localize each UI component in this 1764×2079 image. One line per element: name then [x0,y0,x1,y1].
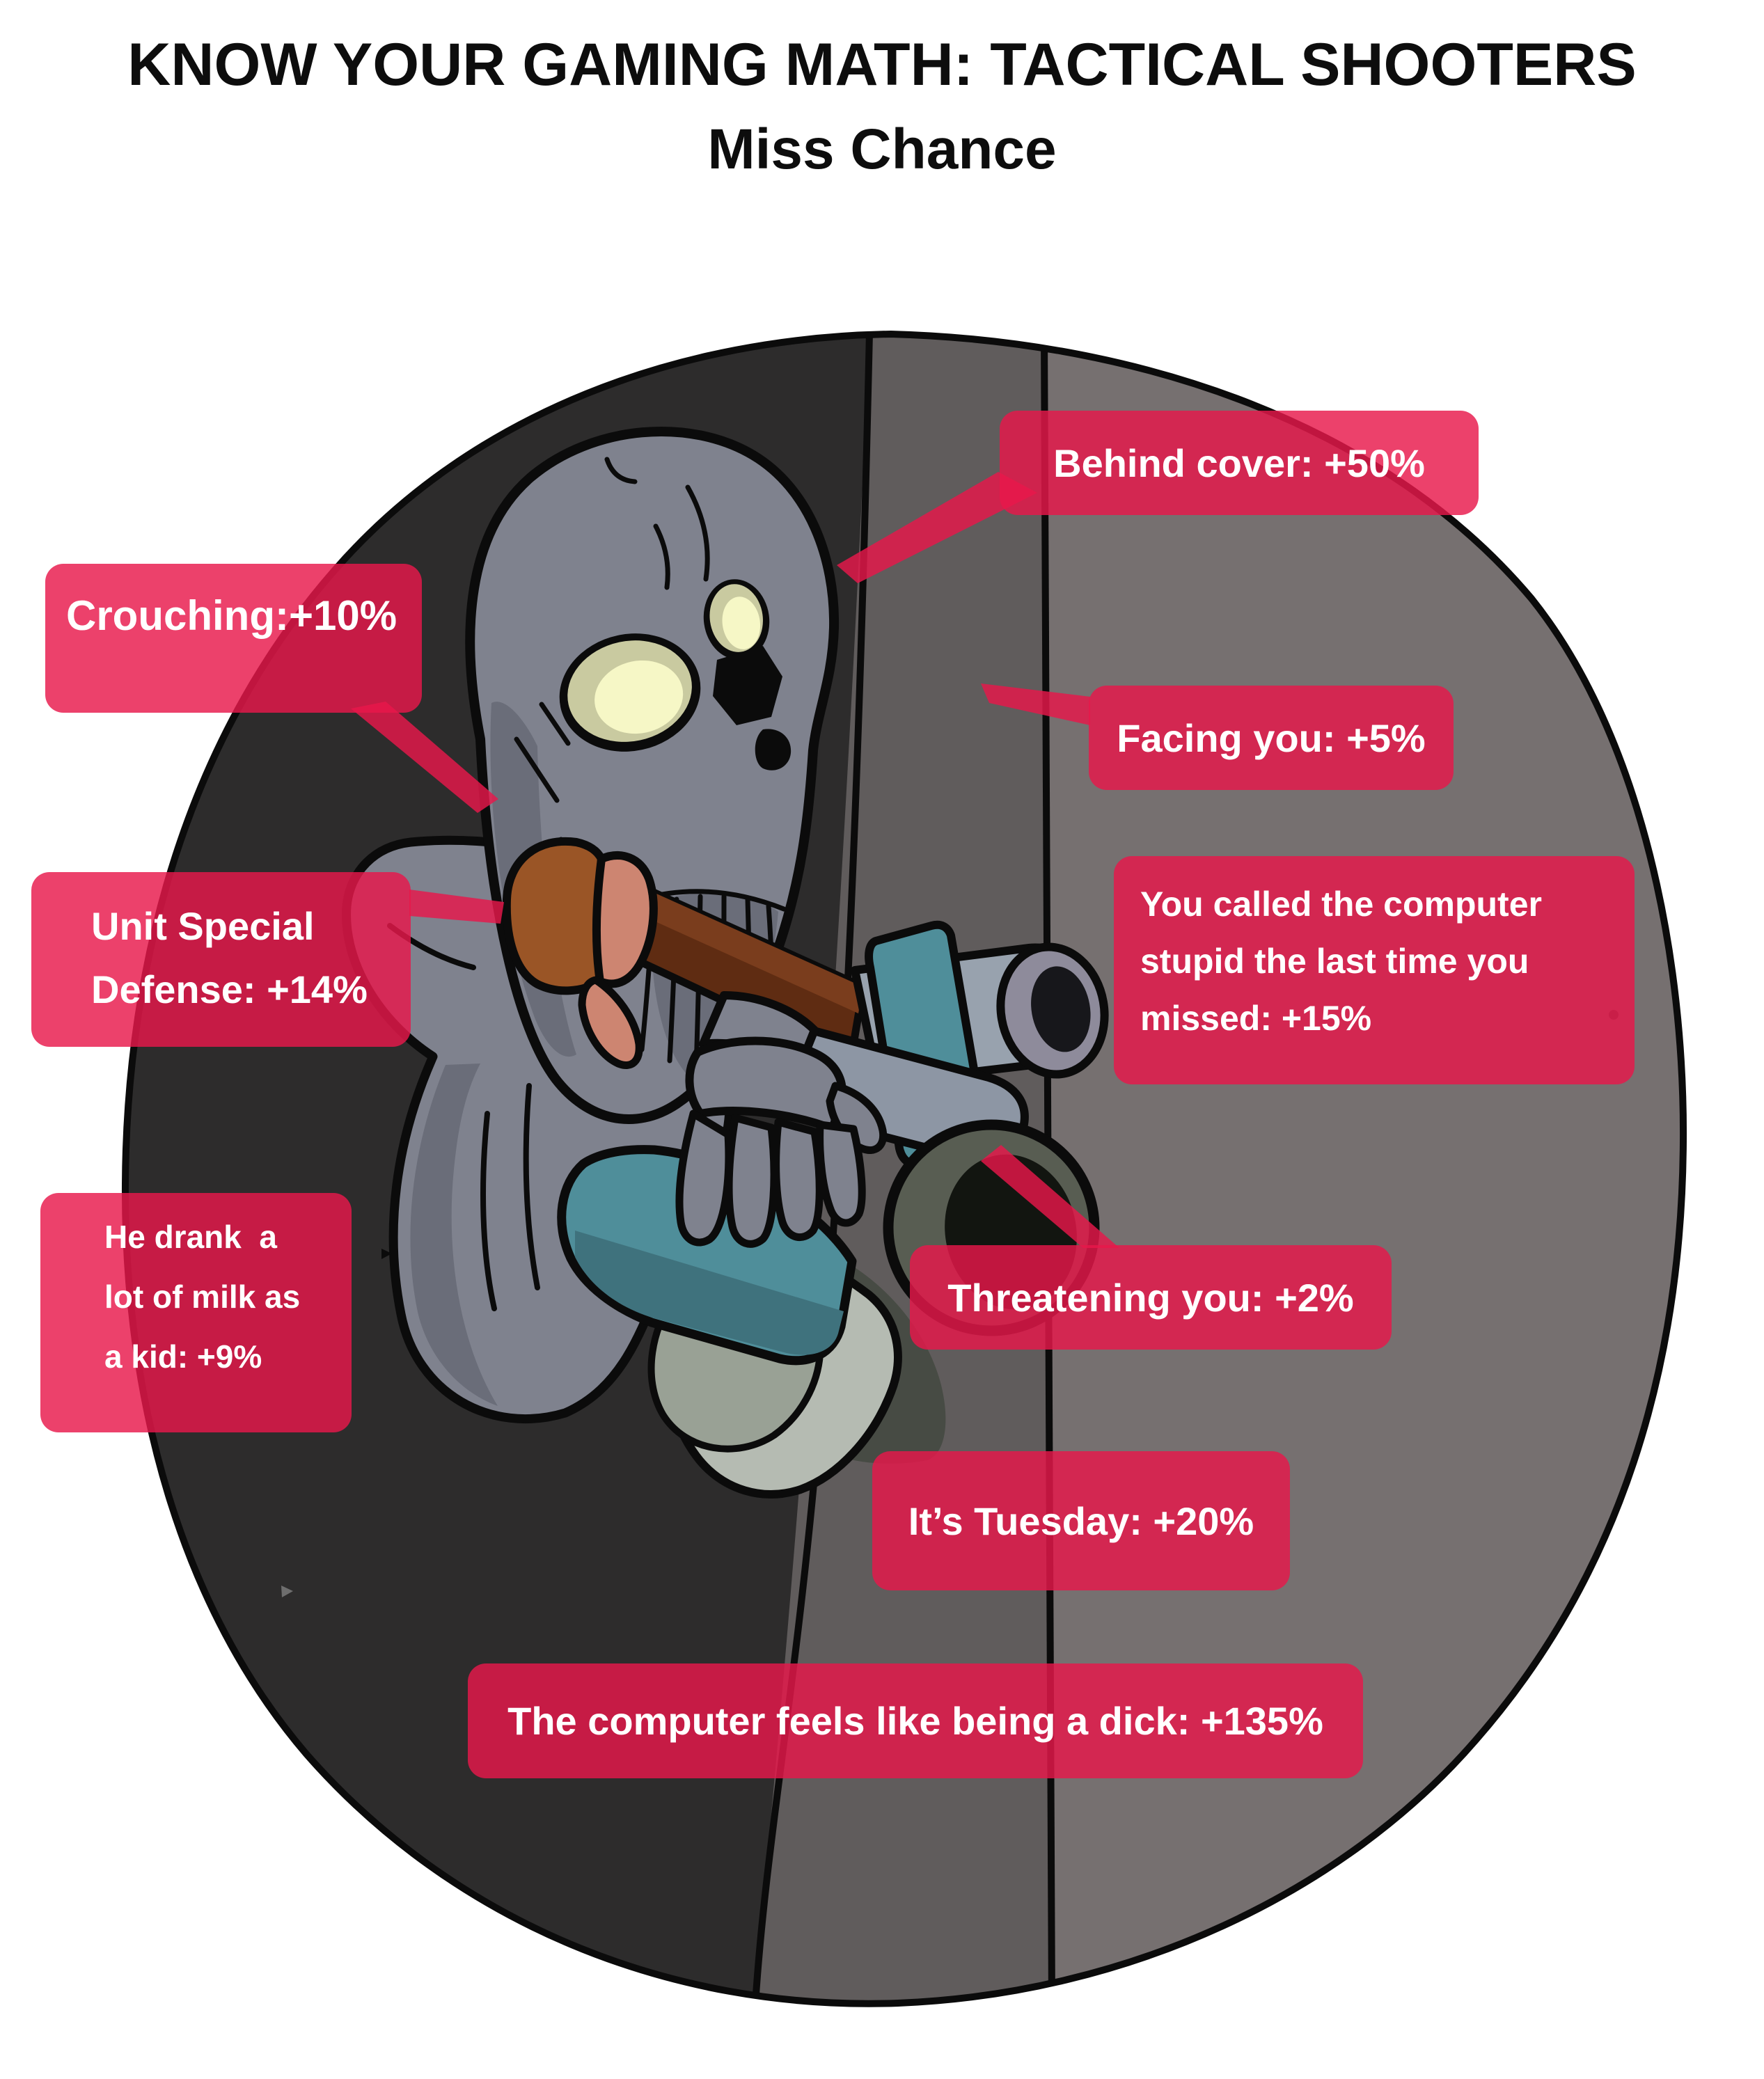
callout-text: Crouching:+10% [66,592,397,639]
callout-tuesday [872,1451,1290,1590]
alien-hand [689,1041,842,1130]
callout-text: Facing you: +5% [1117,716,1426,760]
callout-text-line: He drank a [104,1219,277,1255]
callout-text-line: Unit Special [91,904,315,948]
callout-unit-special-defense [31,872,411,1047]
shoulder-pad-orange [507,841,601,991]
callout-computer-dick [468,1663,1363,1778]
callout-drank-milk [40,1193,352,1432]
callout-text: The computer feels like being a dick: +135% [507,1699,1323,1743]
callout-text-line: missed: +15% [1140,999,1372,1038]
callout-text-line: lot of milk as [104,1279,301,1315]
page-subtitle: Miss Chance [707,118,1057,181]
callout-crouching [45,564,422,713]
callout-called-computer-stupid [1114,856,1635,1084]
page-title: KNOW YOUR GAMING MATH: TACTICAL SHOOTERS [127,31,1637,98]
callout-behind-cover [1000,411,1479,515]
callout-facing-you [1089,686,1454,790]
callout-text-line: stupid the last time you [1140,942,1529,981]
callout-threatening-you [910,1245,1392,1350]
callout-text: Threatening you: +2% [947,1275,1354,1320]
callout-text: It’s Tuesday: +20% [908,1499,1254,1543]
callout-text-line: You called the computer [1140,885,1542,924]
callout-text-line: a kid: +9% [104,1338,262,1375]
callout-text-line: Defense: +14% [91,967,368,1011]
callout-text: Behind cover: +50% [1053,441,1425,485]
